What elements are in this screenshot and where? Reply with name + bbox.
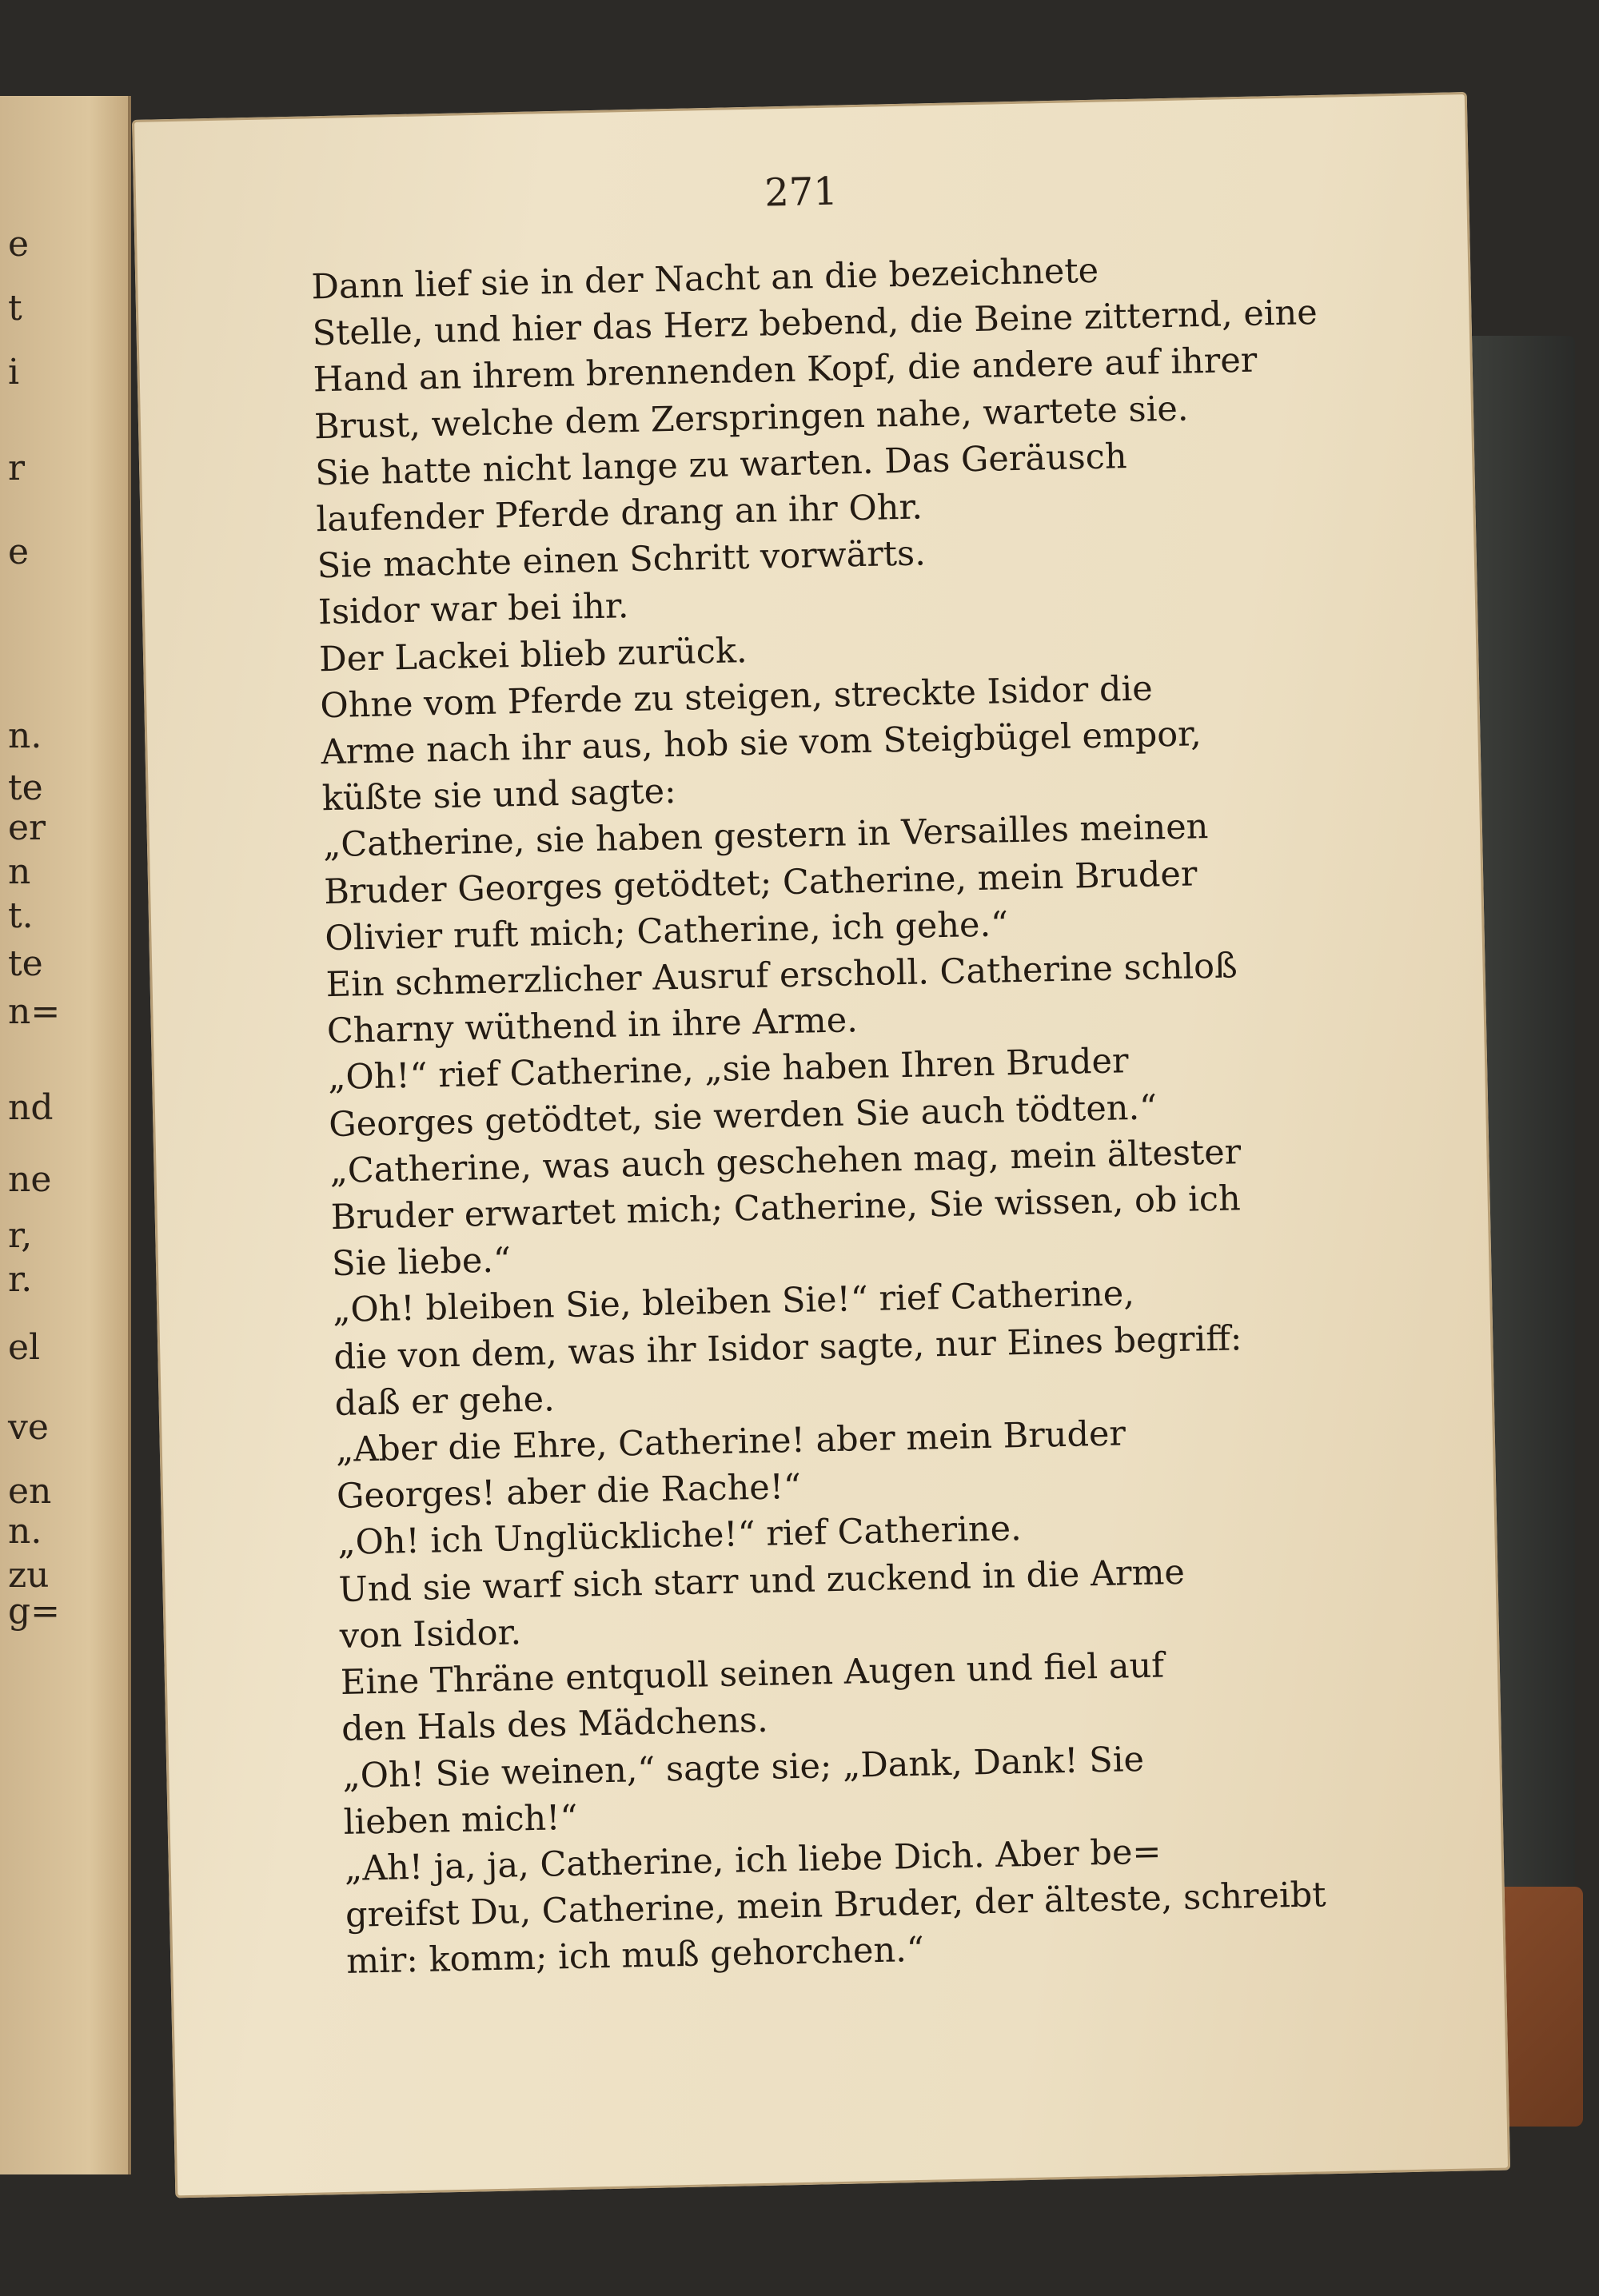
text-line: „Ah! ja, ja, Catherine, ich liebe Dich. Aber be= bbox=[344, 1832, 1162, 1889]
left-page-fragment: nd bbox=[8, 1087, 54, 1128]
left-page-fragment: n= bbox=[8, 991, 61, 1032]
text-line: greifst Du, Catherine, mein Bruder, der älteste, schreibt bbox=[345, 1875, 1326, 1936]
left-page-fragment: r. bbox=[8, 1259, 33, 1300]
paragraph bbox=[211, 241, 1390, 452]
left-page-fragment: g= bbox=[8, 1591, 61, 1632]
text-line: Ohne vom Pferde zu steigen, streckte Isidor die bbox=[319, 668, 1154, 727]
text-line: „Oh! bleiben Sie, bleiben Sie!“ rief Catherine, bbox=[332, 1274, 1135, 1331]
text-line: Und sie warf sich starr und zuckend in die Arme bbox=[338, 1552, 1186, 1610]
left-page-fragment: n. bbox=[8, 716, 42, 756]
left-page-fragment: t. bbox=[8, 895, 34, 936]
text-line: Sie hatte nicht lange zu warten. Das Geräusch bbox=[314, 436, 1127, 494]
left-page-edge bbox=[0, 96, 131, 2174]
page-number: 271 bbox=[764, 169, 839, 216]
left-page-fragment: zu bbox=[8, 1555, 50, 1596]
text-line: Ein schmerzlicher Ausruf erscholl. Catherine schloß bbox=[325, 946, 1238, 1006]
text-line: Stelle, und hier das Herz bebend, die Beine zitternd, eine bbox=[312, 293, 1318, 354]
text-line: Sie machte einen Schritt vorwärts. bbox=[317, 533, 927, 587]
left-page-fragment: er bbox=[8, 807, 46, 848]
page-text bbox=[211, 241, 1422, 1987]
left-page-fragment: t bbox=[8, 288, 22, 329]
text-line: Sie liebe.“ bbox=[331, 1240, 512, 1285]
paragraph bbox=[220, 660, 1398, 824]
text-line: „Oh!“ rief Catherine, „sie haben Ihren Bruder bbox=[327, 1041, 1130, 1098]
text-line: Georges! aber die Rache!“ bbox=[336, 1467, 802, 1517]
text-line: Arme nach ihr aus, hob sie vom Steigbügel empor, bbox=[321, 714, 1202, 773]
book-page bbox=[132, 92, 1510, 2198]
left-page-fragment: e bbox=[8, 224, 30, 265]
paragraph bbox=[229, 1126, 1407, 1290]
text-line: Isidor war bei ihr. bbox=[317, 586, 629, 633]
text-line: Dann lief sie in der Nacht an die bezeichnete bbox=[310, 250, 1099, 308]
left-page-fragment: i bbox=[8, 352, 20, 393]
left-page-fragment: te bbox=[8, 943, 43, 984]
text-line: Hand an ihrem brennenden Kopf, die andere auf ihrer bbox=[313, 341, 1258, 401]
left-page-fragment: el bbox=[8, 1327, 41, 1368]
text-line: „Oh! ich Unglückliche!“ rief Catherine. bbox=[337, 1509, 1023, 1564]
text-line: laufender Pferde drang an ihr Ohr. bbox=[316, 487, 923, 540]
text-line: „Oh! Sie weinen,“ sagte sie; „Dank, Dank! Sie bbox=[341, 1739, 1145, 1796]
paragraph bbox=[244, 1824, 1422, 1987]
left-page-fragment: r bbox=[8, 448, 26, 488]
text-line: Der Lackei blieb zurück. bbox=[318, 630, 748, 680]
text-line: „Catherine, sie haben gestern in Versailles meinen bbox=[322, 807, 1209, 866]
left-page-fragment: e bbox=[8, 532, 30, 572]
text-line: lieben mich!“ bbox=[343, 1797, 578, 1843]
paragraph bbox=[233, 1265, 1410, 1429]
text-line: den Hals des Mädchens. bbox=[341, 1700, 769, 1750]
left-page-fragment: r, bbox=[8, 1215, 33, 1256]
text-line: Eine Thräne entquoll seinen Augen und fiel auf bbox=[340, 1645, 1165, 1704]
text-line: die von dem, was ihr Isidor sagte, nur Eines begriff: bbox=[333, 1317, 1242, 1377]
text-line: daß er gehe. bbox=[334, 1379, 556, 1424]
text-line: Bruder Georges getödtet; Catherine, mein Bruder bbox=[323, 853, 1198, 912]
left-page-fragment: n bbox=[8, 851, 31, 892]
paragraph bbox=[222, 799, 1400, 963]
text-line: von Isidor. bbox=[339, 1612, 522, 1656]
left-page-fragment: ne bbox=[8, 1159, 52, 1200]
text-line: „Aber die Ehre, Catherine! aber mein Bruder bbox=[335, 1413, 1126, 1471]
text-line: „Catherine, was auch geschehen mag, mein ältester bbox=[329, 1132, 1242, 1191]
left-page-fragment: en bbox=[8, 1471, 52, 1512]
text-line: mir: komm; ich muß gehorchen.“ bbox=[345, 1930, 925, 1983]
text-line: Brust, welche dem Zerspringen nahe, wartete sie. bbox=[313, 389, 1189, 447]
text-line: Georges getödtet, sie werden Sie auch tödten.“ bbox=[328, 1087, 1158, 1145]
text-line: Olivier ruft mich; Catherine, ich gehe.“ bbox=[324, 904, 1009, 959]
text-line: küßte sie und sagte: bbox=[321, 771, 677, 819]
left-page-fragment: n. bbox=[8, 1511, 42, 1552]
text-line: Charny wüthend in ihre Arme. bbox=[326, 1000, 859, 1052]
left-page-fragment: ve bbox=[8, 1407, 49, 1448]
text-line: Bruder erwartet mich; Catherine, Sie wissen, ob ich bbox=[330, 1178, 1242, 1238]
left-page-fragment: te bbox=[8, 767, 43, 808]
